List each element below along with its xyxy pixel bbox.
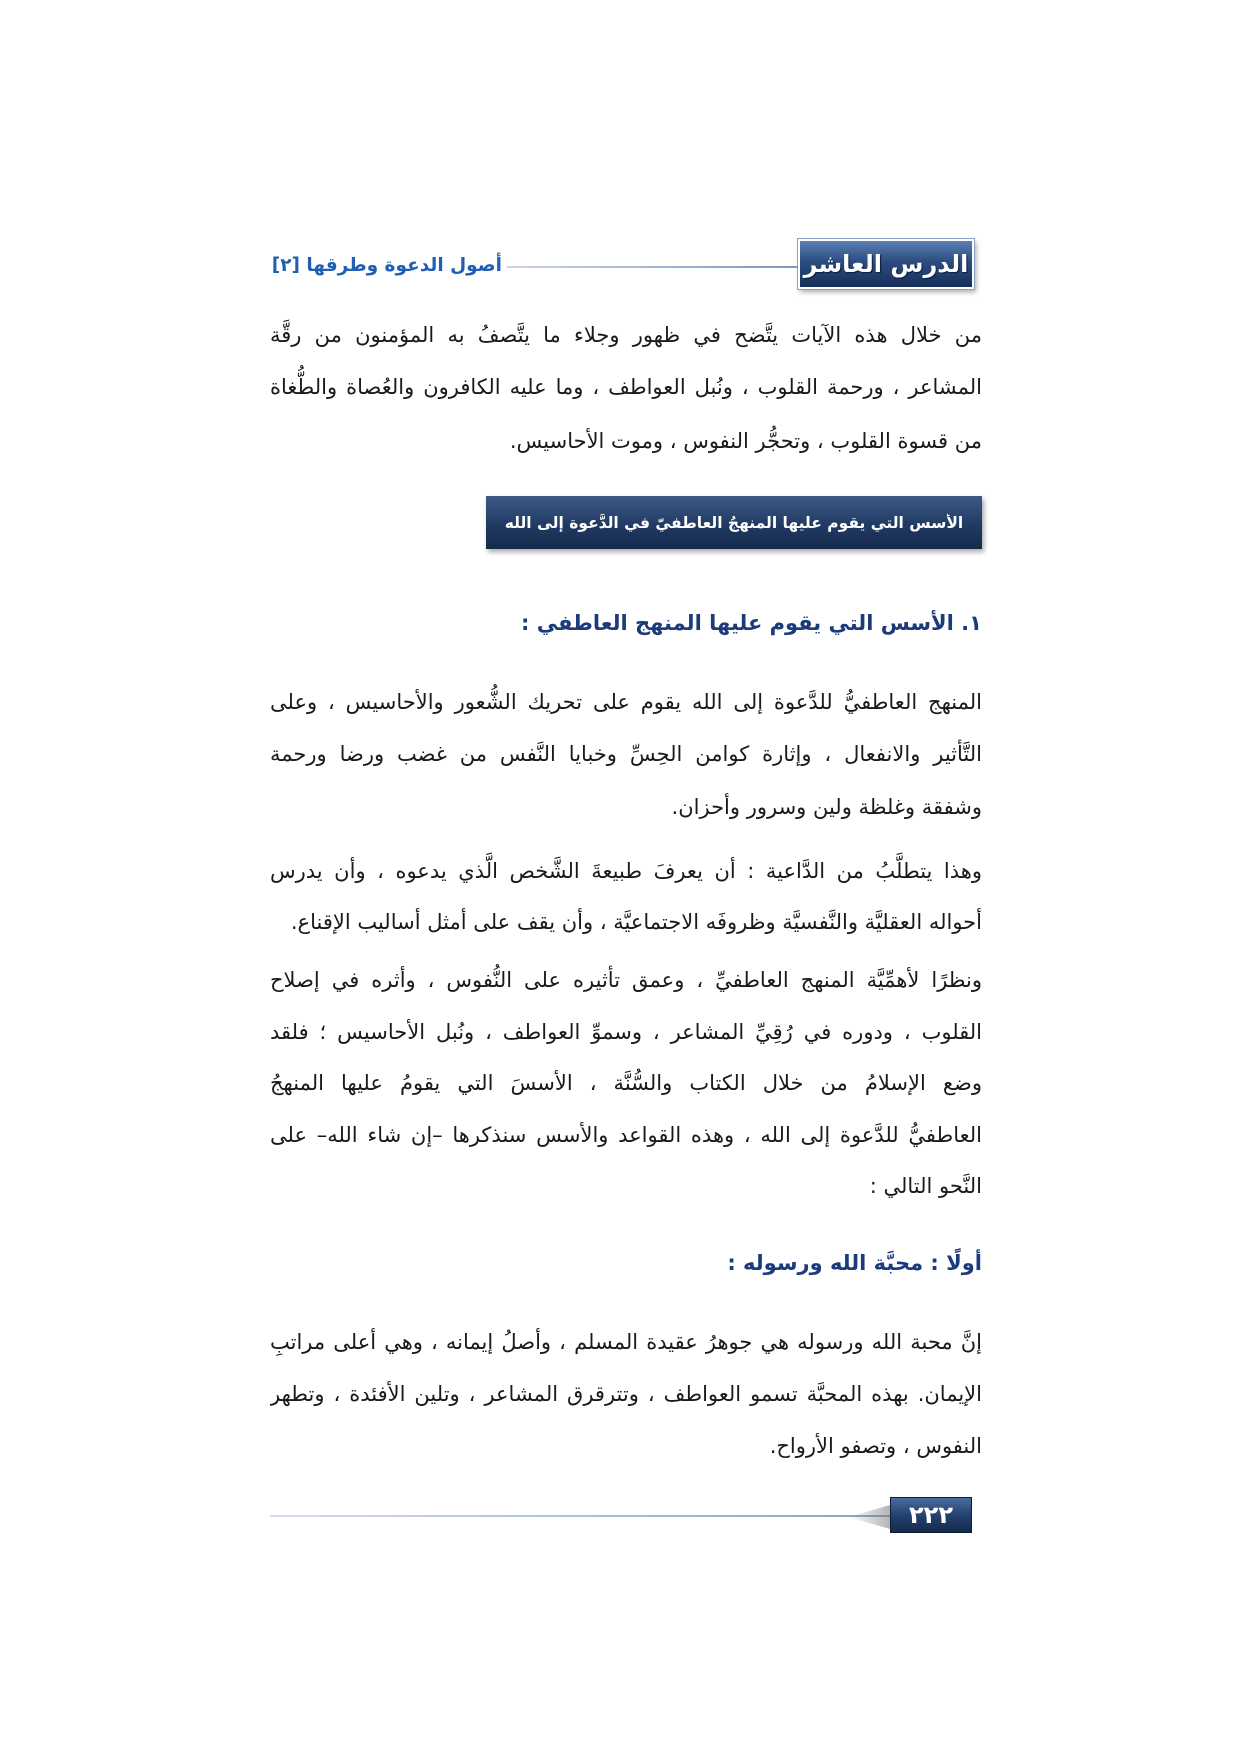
book-title: أصول الدعوة وطرقها [٢] xyxy=(271,255,502,276)
text-line: وشفقة وغلظة ولين وسرور وأحزان. xyxy=(671,795,982,819)
text-line: من خلال هذه الآيات يتَّضح في ظهور وجلاء ما يتَّصفُ به المؤمنون من رقَّة xyxy=(270,323,982,347)
text-line: وهذا يتطلَّبُ من الدَّاعية : أن يعرفَ طبيعةَ الشَّخص الَّذي يدعوه ، وأن يدرس xyxy=(270,859,982,883)
text-line: إنَّ محبة الله ورسوله هي جوهرُ عقيدة المسلم ، وأصلُ إيمانه ، وهي أعلى مراتبِ xyxy=(270,1330,982,1354)
page-number-box xyxy=(890,1497,972,1533)
text-line: أحواله العقليَّة والنَّفسيَّة وظروفَه الاجتماعيَّة ، وأن يقف على أمثل أساليب الإقناع. xyxy=(290,910,982,934)
text-line: المنهج العاطفيُّ للدَّعوة إلى الله يقوم على تحريك الشُّعور والأحاسيس ، وعلى xyxy=(270,690,982,714)
text-line: النَّحو التالي : xyxy=(869,1174,982,1198)
lesson-label-box xyxy=(798,239,974,289)
text-line: وضع الإسلامُ من خلال الكتاب والسُّنَّة ، الأسسَ التي يقومُ عليها المنهجُ xyxy=(270,1071,982,1095)
section-heading: أولًا : محبَّة الله ورسوله : xyxy=(727,1251,982,1275)
section-banner-title: الأسس التي يقوم عليها المنهجُ العاطفيّ في الدَّعوة إلى الله xyxy=(504,513,964,532)
lesson-label: الدرس العاشر xyxy=(803,250,969,278)
text-line: الإيمان. بهذه المحبَّة تسمو العواطف ، وتترقرق المشاعر ، وتلين الأفئدة ، وتطهر xyxy=(270,1382,982,1406)
text-line: القلوب ، ودوره في رُقِيِّ المشاعر ، وسموِّ العواطف ، ونُبل الأحاسيس ؛ فلقد xyxy=(270,1020,982,1044)
text-line: النفوس ، وتصفو الأرواح. xyxy=(769,1434,982,1458)
text-line: ونظرًا لأهمِّيَّة المنهج العاطفيِّ ، وعمق تأثيره على النُّفوس ، وأثره في إصلاح xyxy=(270,968,982,992)
section-banner xyxy=(486,496,982,549)
text-line: التَّأثير والانفعال ، وإثارة كوامن الحِسِّ وخبايا النَّفس من غضب ورضا ورحمة xyxy=(270,742,982,766)
page-number: ٢٢٢ xyxy=(909,1501,953,1529)
header-divider xyxy=(507,266,798,268)
footer-divider xyxy=(270,1515,890,1517)
text-line: من قسوة القلوب ، وتحجُّر النفوس ، وموت الأحاسيس. xyxy=(509,429,982,453)
text-line: المشاعر ، ورحمة القلوب ، ونُبل العواطف ، وما عليه الكافرون والعُصاة والطُّغاة xyxy=(270,375,982,399)
text-line: العاطفيُّ للدَّعوة إلى الله ، وهذه القواعد والأسس سنذكرها –إن شاء الله– على xyxy=(270,1123,982,1147)
footer-shade xyxy=(848,1505,890,1529)
section-heading: ١. الأسس التي يقوم عليها المنهج العاطفي : xyxy=(521,611,982,635)
